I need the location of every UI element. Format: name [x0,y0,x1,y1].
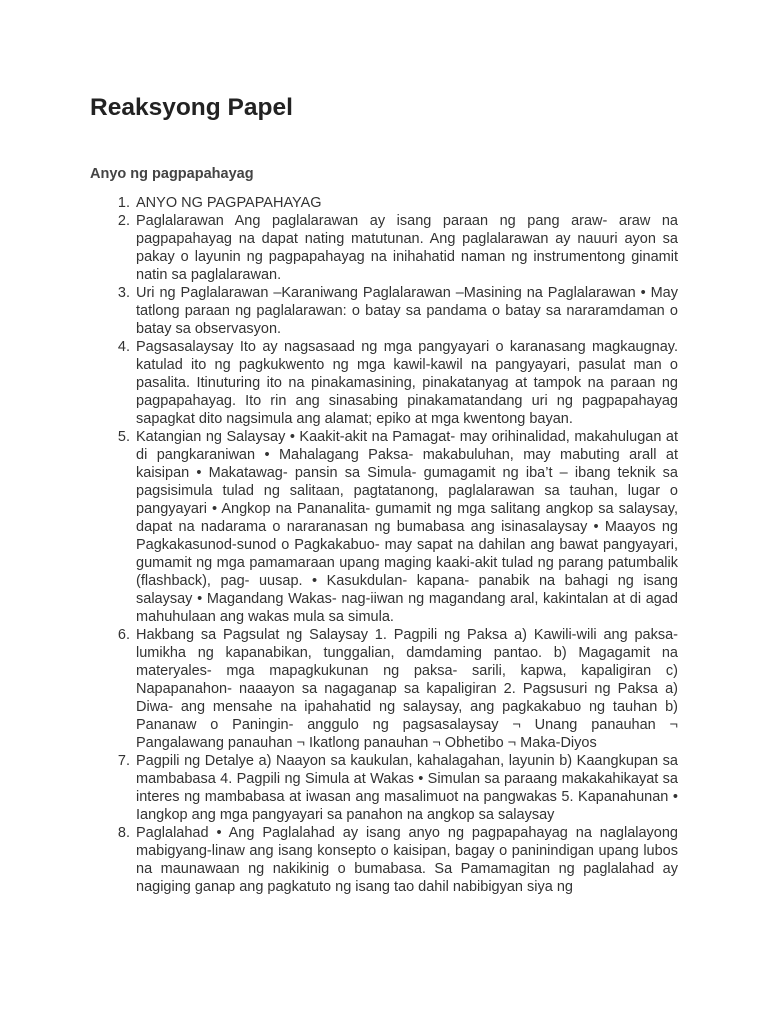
list-item-number: 6. [117,627,130,643]
list-item-text: Pagpili ng Detalye a) Naayon sa kaukulan, kahalagahan, layunin b) Kaangkupan sa mambabasa 4. Pagpili ng Simula at Wakas • Simulan sa paraang makakahikayat sa interes ng mambabasa at iwasan ang masalimuot na pangwakas 5. Kapanahunan • Iangkop ang mga pangyayari sa panahon na angkop sa salaysay [136,753,678,823]
list-item-text: Pagsasalaysay Ito ay nagsasaad ng mga pangyayari o karanasang magkaugnay. katulad ito ng pagkukwento ng mga kawil-kawil na pangyayari, pasulat man o pasalita. Itinuturing ito na pinakamasining, pinakatanyag at tampok na paraan ng pagpapahayag. Ito rin ang sinasabing pinakamatandang uri ng pagpapahayag sapagkat dito nagsimula ang alamat; epiko at mga kwentong bayan. [136,339,678,427]
document-title: Reaksyong Papel [90,94,293,121]
list-item [117,428,678,626]
list-item-text: Hakbang sa Pagsulat ng Salaysay 1. Pagpili ng Paksa a) Kawili-wili ang paksa- lumikha ng kapanabikan, tunggalian, damdaming pantao. b) Magagamit na materyales- mga mapagkukunan ng paksa- sarili, kapwa, kapaligiran c) Napapanahon- naaayon sa nagaganap sa kapaligiran 2. Pagsusuri ng Paksa a) Diwa- ang mensahe na ipahahatid ng salaysay, ang pagkakabuo ng tauhan b) Pananaw o Paningin- anggulo ng pagsasalaysay ¬ Unang panauhan ¬ Pangalawang panauhan ¬ Ikatlong panauhan ¬ Obhetibo ¬ Maka-Diyos [136,627,678,751]
list-item-number: 1. [117,195,130,211]
list-item-text: Paglalahad • Ang Paglalahad ay isang anyo ng pagpapahayag na naglalayong mabigyang-linaw ang isang konsepto o kaisipan, bagay o paninindigan upang lubos na maunawaan ng nakikinig o bumabasa. Sa Pamamagitan ng paglalahad ay nagiging ganap ang pagkatuto ng isang tao dahil nabibigyan siya ng [136,825,678,895]
list-item [117,284,678,338]
list-item [117,752,678,824]
numbered-list [90,194,678,896]
list-item [117,338,678,428]
list-item-text: Uri ng Paglalarawan –Karaniwang Paglalarawan –Masining na Paglalarawan • May tatlong paraan ng paglalarawan: o batay sa pandama o batay sa nararamdaman o batay sa observasyon. [136,285,678,337]
list-item-number: 4. [117,339,130,355]
list-item [117,194,678,212]
list-item [117,212,678,284]
list-item-text: ANYO NG PAGPAPAHAYAG [136,195,322,211]
list-item-number: 5. [117,429,130,445]
list-item [117,626,678,752]
list-item-number: 7. [117,753,130,769]
list-item-number: 2. [117,213,130,229]
section-heading: Anyo ng pagpapahayag [90,166,254,182]
list-item [117,824,678,896]
list-item-text: Paglalarawan Ang paglalarawan ay isang paraan ng pang araw- araw na pagpapahayag na dapat nating matutunan. Ang paglalarawan ay nauuri ayon sa pakay o layunin ng pagpapahayag na inihahatid naman ng instrumentong ginamit natin sa paglalarawan. [136,213,678,283]
list-item-text: Katangian ng Salaysay • Kaakit-akit na Pamagat- may orihinalidad, makahulugan at di pangkaraniwan • Mahalagang Paksa- makabuluhan, may mabuting arall at kaisipan • Makatawag- pansin sa Simula- gumagamit ng iba’t – ibang teknik sa pagsisimula tulad ng salitaan, pagtatanong, paglalarawan sa tauhan, lugar o pangyayari • Angkop na Pananalita- gumamit ng mga salitang angkop sa salaysay, dapat na nadarama o nararanasan ng bumabasa ang isinasalaysay • Maayos ng Pagkakasunod-sunod o Pagkakabuo- may sapat na dahilan ang bawat pangyayari, gumamit ng mga pamamaraan upang maging kaaki-akit tulad ng parang patumbalik (flashback), pag- uusap. • Kasukdulan- kapana- panabik na bahagi ng isang salaysay • Magandang Wakas- nag-iiwan ng magandang aral, kakintalan at di agad mahuhulaan ang wakas mula sa simula. [136,429,678,625]
list-item-number: 8. [117,825,130,841]
list-item-number: 3. [117,285,130,301]
